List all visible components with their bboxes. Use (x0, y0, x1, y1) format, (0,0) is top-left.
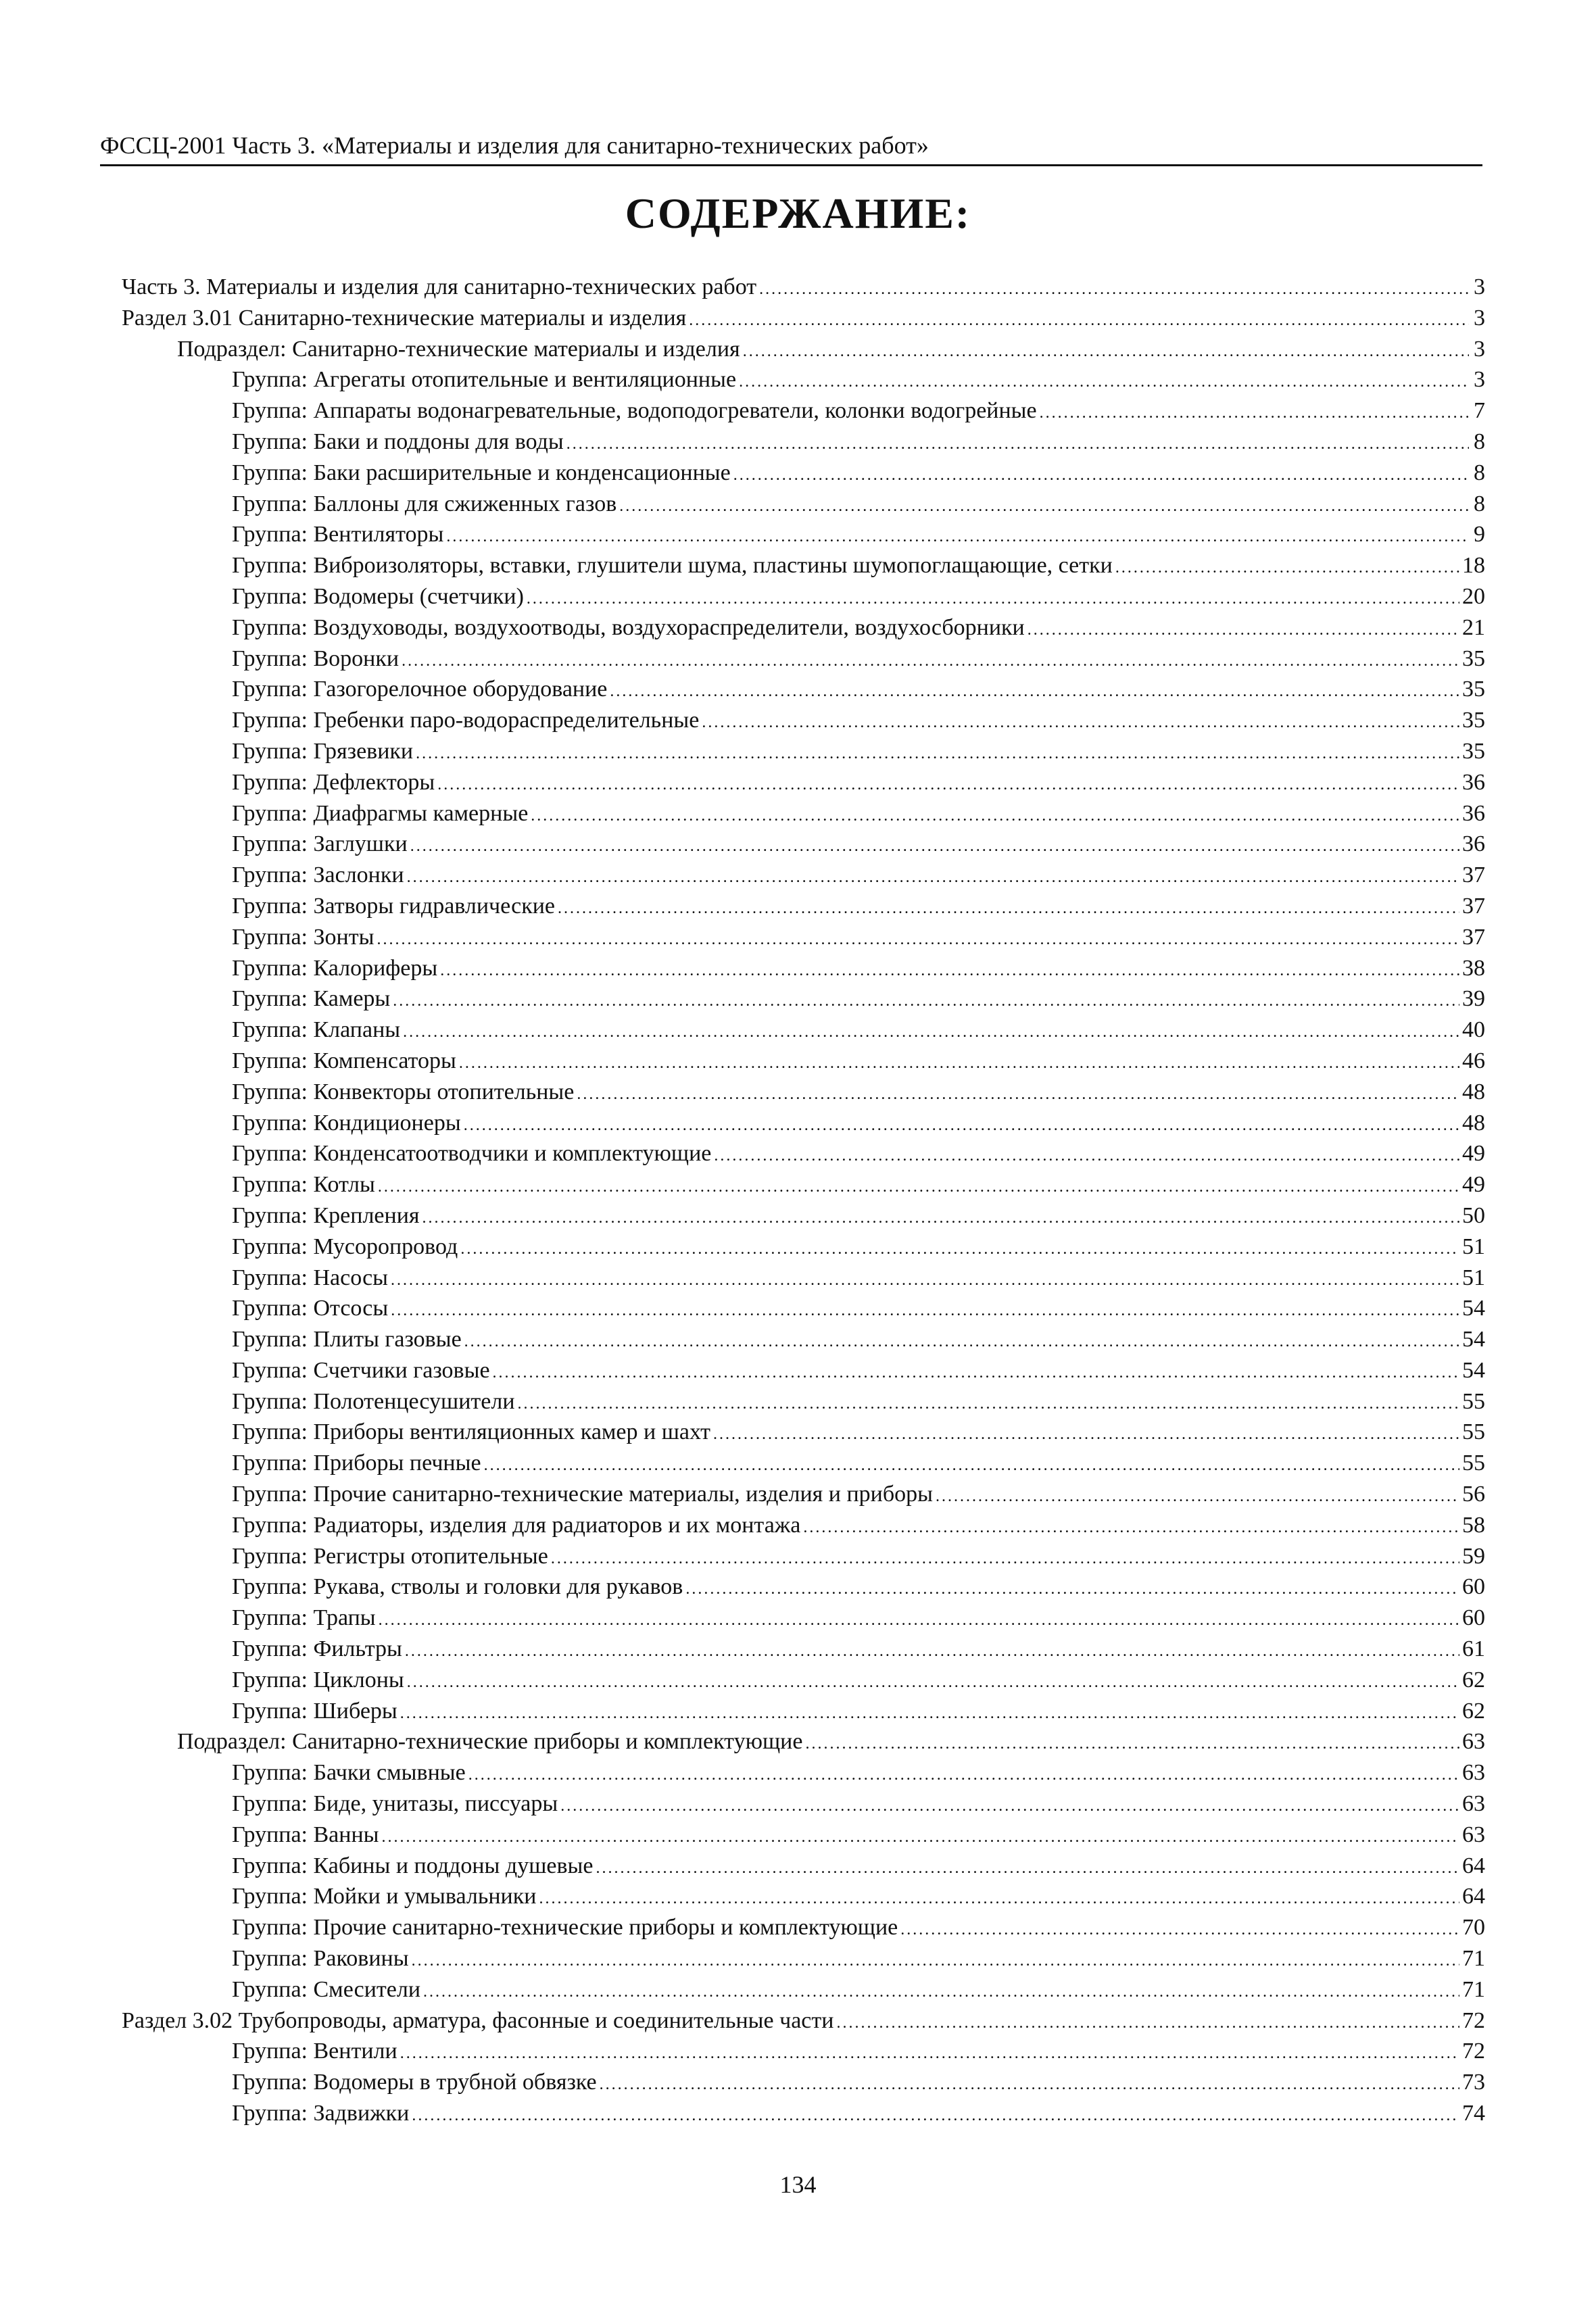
toc-dot-leader (558, 894, 1459, 925)
toc-dot-leader (405, 1636, 1459, 1667)
toc-entry-page: 49 (1462, 1172, 1485, 1198)
toc-dot-leader (596, 1853, 1459, 1884)
toc-entry-page: 48 (1462, 1079, 1485, 1104)
toc-dot-leader (440, 956, 1459, 987)
toc-entry (0, 1417, 1485, 1448)
toc-entry-label: Группа: Биде, унитазы, писсуары (232, 1791, 558, 1817)
toc-entry-page: 54 (1462, 1296, 1485, 1321)
toc-entry (0, 272, 1485, 303)
toc-dot-leader (391, 1296, 1459, 1327)
toc-entry-page: 63 (1462, 1822, 1485, 1847)
toc-entry-label: Группа: Затворы гидравлические (232, 893, 555, 919)
toc-entry-label: Группа: Крепления (232, 1202, 420, 1228)
toc-entry-label: Группа: Мусоропровод (232, 1234, 458, 1259)
toc-entry (0, 1293, 1485, 1324)
toc-entry-label: Группа: Компенсаторы (232, 1048, 456, 1073)
toc-dot-leader (382, 1822, 1460, 1853)
toc-entry-page: 8 (1474, 491, 1485, 516)
toc-entry-page: 3 (1474, 336, 1485, 362)
toc-entry-page: 71 (1462, 1946, 1485, 1972)
toc-dot-leader (403, 1017, 1459, 1048)
toc-entry-label: Группа: Раковины (232, 1946, 409, 1972)
toc-dot-leader (1040, 398, 1469, 429)
toc-entry-label: Группа: Рукава, стволы и головки для рукавов (232, 1574, 683, 1600)
toc-entry (0, 550, 1485, 581)
toc-dot-leader (379, 1605, 1459, 1636)
toc-entry-page: 37 (1462, 924, 1485, 950)
toc-entry-page: 59 (1462, 1543, 1485, 1569)
toc-entry-page: 54 (1462, 1357, 1485, 1383)
toc-dot-leader (600, 2070, 1459, 2101)
toc-dot-leader (713, 1419, 1459, 1451)
toc-entry (0, 489, 1485, 520)
toc-dot-leader (610, 677, 1459, 708)
toc-entry (0, 1263, 1485, 1294)
toc-entry-label: Группа: Плиты газовые (232, 1327, 462, 1353)
toc-entry-page: 48 (1462, 1110, 1485, 1136)
toc-entry (0, 581, 1485, 612)
toc-entry (0, 303, 1485, 334)
toc-dot-leader (702, 708, 1459, 739)
toc-entry-page: 3 (1474, 274, 1485, 299)
toc-entry-label: Группа: Смесители (232, 1976, 421, 2002)
toc-entry (0, 1788, 1485, 1820)
toc-dot-leader (407, 862, 1459, 894)
toc-dot-leader (518, 1389, 1459, 1420)
toc-entry-label: Группа: Прочие санитарно-технические материалы, изделия и приборы (232, 1482, 934, 1507)
toc-entry (0, 1077, 1485, 1108)
toc-entry (0, 1479, 1485, 1510)
toc-entry (0, 427, 1485, 458)
toc-entry-label: Группа: Приборы печные (232, 1451, 481, 1476)
toc-entry-label: Группа: Приборы вентиляционных камер и шахт (232, 1419, 710, 1445)
toc-entry (0, 736, 1485, 767)
toc-dot-leader (805, 1729, 1459, 1760)
toc-entry (0, 1571, 1485, 1603)
page-number: 134 (779, 2171, 817, 2198)
toc-entry (0, 767, 1485, 798)
toc-entry-label: Группа: Счетчики газовые (232, 1357, 490, 1383)
toc-entry-page: 39 (1462, 986, 1485, 1012)
toc-entry-label: Группа: Регистры отопительные (232, 1543, 548, 1569)
toc-entry-page: 55 (1462, 1388, 1485, 1414)
toc-entry-label: Подраздел: Санитарно-технические приборы и комплектующие (177, 1729, 803, 1755)
toc-entry-label: Группа: Баллоны для сжиженных газов (232, 491, 617, 516)
toc-dot-leader (402, 646, 1459, 677)
toc-entry-page: 36 (1462, 769, 1485, 795)
toc-entry (0, 1943, 1485, 1974)
toc-entry (0, 364, 1485, 395)
toc-dot-leader (412, 1946, 1459, 1977)
toc-dot-leader (464, 1111, 1459, 1142)
toc-entry-label: Группа: Кабины и поддоны душевые (232, 1853, 594, 1878)
toc-entry (0, 1232, 1485, 1263)
toc-entry (0, 1448, 1485, 1479)
toc-entry-label: Группа: Баки и поддоны для воды (232, 429, 564, 454)
toc-entry-label: Группа: Полотенцесушители (232, 1388, 515, 1414)
toc-entry-label: Группа: Водомеры в трубной обвязке (232, 2070, 597, 2095)
toc-entry-label: Группа: Заслонки (232, 862, 404, 888)
toc-entry-page: 9 (1474, 522, 1485, 547)
toc-entry (0, 1355, 1485, 1386)
toc-entry (0, 1324, 1485, 1355)
toc-entry (0, 1726, 1485, 1757)
toc-dot-leader (378, 1172, 1459, 1203)
toc-entry (0, 1696, 1485, 1727)
toc-entry-label: Группа: Грязевики (232, 738, 414, 764)
toc-entry (0, 983, 1485, 1015)
toc-entry-label: Группа: Кондиционеры (232, 1110, 461, 1136)
toc-entry-label: Группа: Камеры (232, 986, 391, 1012)
toc-dot-leader (836, 2008, 1459, 2039)
toc-dot-leader (577, 1079, 1459, 1111)
toc-entry (0, 1603, 1485, 1634)
toc-dot-leader (759, 274, 1469, 306)
toc-entry (0, 1881, 1485, 1912)
toc-entry-page: 62 (1462, 1698, 1485, 1724)
toc-entry-page: 55 (1462, 1419, 1485, 1445)
toc-entry-label: Группа: Радиаторы, изделия для радиаторов и их монтажа (232, 1512, 801, 1538)
toc-entry-label: Группа: Вентили (232, 2039, 397, 2064)
toc-entry-page: 61 (1462, 1636, 1485, 1662)
toc-entry-page: 37 (1462, 862, 1485, 888)
toc-entry-page: 72 (1462, 2007, 1485, 2033)
toc-entry-label: Раздел 3.02 Трубопроводы, арматура, фасонные и соединительные части (122, 2007, 834, 2033)
toc-entry (0, 1851, 1485, 1882)
toc-entry-page: 40 (1462, 1017, 1485, 1043)
toc-dot-leader (400, 1699, 1459, 1730)
toc-entry-label: Раздел 3.01 Санитарно-технические материалы и изделия (122, 305, 687, 331)
toc-entry-label: Группа: Водомеры (счетчики) (232, 583, 524, 609)
toc-entry (0, 1665, 1485, 1696)
toc-entry-label: Группа: Трапы (232, 1605, 376, 1631)
toc-entry-label: Группа: Заглушки (232, 831, 408, 857)
toc-entry (0, 705, 1485, 736)
toc-dot-leader (446, 522, 1469, 553)
toc-entry (0, 798, 1485, 829)
toc-entry-page: 8 (1474, 429, 1485, 454)
toc-entry (0, 1634, 1485, 1665)
toc-entry-label: Часть 3. Материалы и изделия для санитарно-технических работ (122, 274, 757, 299)
toc-entry-page: 64 (1462, 1853, 1485, 1878)
toc-entry (0, 1757, 1485, 1788)
toc-dot-leader (733, 460, 1469, 491)
toc-entry (0, 1820, 1485, 1851)
toc-entry-page: 58 (1462, 1512, 1485, 1538)
toc-dot-leader (391, 1265, 1459, 1296)
toc-dot-leader (437, 770, 1459, 801)
toc-dot-leader (531, 801, 1459, 832)
toc-entry-label: Группа: Аппараты водонагревательные, водоподогреватели, колонки водогрейные (232, 398, 1037, 424)
toc-entry-label: Группа: Ванны (232, 1822, 379, 1847)
toc-entry-label: Группа: Зонты (232, 924, 374, 950)
toc-entry-page: 35 (1462, 645, 1485, 671)
toc-dot-leader (459, 1048, 1459, 1079)
toc-entry-page: 63 (1462, 1729, 1485, 1755)
toc-entry-label: Группа: Циклоны (232, 1667, 404, 1692)
toc-entry-page: 72 (1462, 2039, 1485, 2064)
toc-dot-leader (566, 429, 1469, 460)
toc-entry-page: 35 (1462, 738, 1485, 764)
toc-dot-leader (468, 1760, 1459, 1791)
toc-dot-leader (685, 1574, 1459, 1605)
toc-entry-page: 74 (1462, 2101, 1485, 2126)
toc-entry-label: Группа: Баки расширительные и конденсационные (232, 460, 731, 485)
table-of-contents (0, 272, 1596, 2129)
toc-entry-page: 3 (1474, 367, 1485, 393)
toc-entry-page: 20 (1462, 583, 1485, 609)
toc-entry (0, 2067, 1485, 2098)
toc-entry-page: 51 (1462, 1265, 1485, 1290)
toc-entry-page: 38 (1462, 955, 1485, 981)
toc-dot-leader (527, 584, 1459, 615)
toc-entry-page: 70 (1462, 1915, 1485, 1941)
toc-entry-page: 8 (1474, 460, 1485, 485)
toc-dot-leader (900, 1915, 1459, 1946)
toc-entry (0, 674, 1485, 705)
toc-entry-page: 36 (1462, 800, 1485, 826)
toc-entry (0, 2036, 1485, 2067)
toc-entry (0, 2005, 1485, 2037)
toc-entry-page: 63 (1462, 1760, 1485, 1786)
toc-entry-label: Группа: Котлы (232, 1172, 375, 1198)
toc-entry-page: 50 (1462, 1202, 1485, 1228)
toc-entry-page: 62 (1462, 1667, 1485, 1692)
toc-entry (0, 1108, 1485, 1139)
toc-entry (0, 953, 1485, 984)
toc-entry (0, 2098, 1485, 2129)
toc-entry-page: 73 (1462, 2070, 1485, 2095)
toc-dot-leader (410, 831, 1459, 862)
toc-dot-leader (539, 1884, 1459, 1915)
toc-entry-label: Группа: Задвижки (232, 2101, 410, 2126)
toc-entry (0, 1912, 1485, 1943)
toc-dot-leader (423, 1977, 1459, 2008)
toc-entry-label: Подраздел: Санитарно-технические материалы и изделия (177, 336, 740, 362)
toc-dot-leader (460, 1234, 1459, 1265)
page-title: СОДЕРЖАНИЕ: (625, 189, 971, 237)
toc-dot-leader (412, 2101, 1459, 2132)
toc-entry (0, 1974, 1485, 2005)
toc-entry-label: Группа: Фильтры (232, 1636, 402, 1662)
toc-dot-leader (464, 1327, 1459, 1358)
toc-dot-leader (551, 1544, 1459, 1575)
toc-dot-leader (560, 1791, 1459, 1822)
toc-entry (0, 1138, 1485, 1169)
toc-dot-leader (739, 367, 1469, 398)
toc-dot-leader (936, 1482, 1459, 1513)
toc-entry (0, 1015, 1485, 1046)
toc-entry-label: Группа: Виброизоляторы, вставки, глушители шума, пластины шумопоглащающие, сетки (232, 553, 1113, 579)
toc-entry-label: Группа: Агрегаты отопительные и вентиляционные (232, 367, 737, 393)
toc-dot-leader (493, 1358, 1459, 1389)
toc-entry (0, 1386, 1485, 1417)
toc-entry (0, 1541, 1485, 1572)
toc-entry (0, 922, 1485, 953)
toc-entry-label: Группа: Конденсатоотводчики и комплектующие (232, 1141, 712, 1167)
toc-entry-label: Группа: Прочие санитарно-технические приборы и комплектующие (232, 1915, 898, 1941)
toc-dot-leader (803, 1513, 1459, 1544)
toc-dot-leader (619, 491, 1469, 522)
toc-dot-leader (743, 337, 1469, 368)
toc-entry-page: 60 (1462, 1605, 1485, 1631)
header-rule (100, 164, 1482, 166)
toc-dot-leader (689, 306, 1469, 337)
toc-entry-label: Группа: Гребенки паро-водораспределительные (232, 708, 700, 733)
toc-dot-leader (407, 1667, 1459, 1699)
running-header: ФССЦ-2001 Часть 3. «Материалы и изделия для санитарно-технических работ» (100, 132, 929, 159)
toc-entry-label: Группа: Газогорелочное оборудование (232, 677, 608, 702)
toc-entry-page: 35 (1462, 708, 1485, 733)
toc-entry-page: 56 (1462, 1482, 1485, 1507)
toc-entry-page: 46 (1462, 1048, 1485, 1073)
toc-entry-label: Группа: Диафрагмы камерные (232, 800, 529, 826)
toc-entry-page: 7 (1474, 398, 1485, 424)
toc-entry-label: Группа: Мойки и умывальники (232, 1884, 537, 1909)
toc-entry (0, 643, 1485, 675)
toc-entry-page: 3 (1474, 305, 1485, 331)
toc-dot-leader (422, 1203, 1459, 1234)
toc-entry-page: 64 (1462, 1884, 1485, 1909)
toc-entry (0, 1200, 1485, 1232)
toc-entry (0, 1169, 1485, 1200)
toc-entry-page: 37 (1462, 893, 1485, 919)
toc-dot-leader (416, 739, 1459, 770)
toc-dot-leader (714, 1141, 1459, 1172)
toc-entry-label: Группа: Насосы (232, 1265, 389, 1290)
toc-entry-label: Группа: Калориферы (232, 955, 438, 981)
toc-entry-page: 35 (1462, 677, 1485, 702)
toc-dot-leader (393, 986, 1459, 1017)
toc-dot-leader (377, 925, 1459, 956)
toc-dot-leader (1115, 553, 1459, 584)
toc-entry-page: 55 (1462, 1451, 1485, 1476)
toc-entry-label: Группа: Воздуховоды, воздухоотводы, воздухораспределители, воздухосборники (232, 614, 1025, 640)
toc-entry-page: 51 (1462, 1234, 1485, 1259)
toc-entry (0, 519, 1485, 550)
toc-entry (0, 1046, 1485, 1077)
toc-entry (0, 612, 1485, 643)
toc-entry-label: Группа: Вентиляторы (232, 522, 444, 547)
toc-dot-leader (400, 2039, 1459, 2070)
toc-entry (0, 829, 1485, 860)
toc-entry (0, 860, 1485, 891)
toc-entry-page: 54 (1462, 1327, 1485, 1353)
toc-dot-leader (1027, 615, 1459, 646)
toc-entry (0, 891, 1485, 922)
toc-entry (0, 395, 1485, 427)
toc-entry-label: Группа: Клапаны (232, 1017, 401, 1043)
toc-entry-label: Группа: Конвекторы отопительные (232, 1079, 575, 1104)
toc-entry-page: 49 (1462, 1141, 1485, 1167)
toc-entry-page: 21 (1462, 614, 1485, 640)
toc-entry-label: Группа: Воронки (232, 645, 400, 671)
toc-entry-page: 63 (1462, 1791, 1485, 1817)
toc-entry-label: Группа: Шиберы (232, 1698, 397, 1724)
toc-entry-label: Группа: Отсосы (232, 1296, 389, 1321)
toc-entry-page: 71 (1462, 1976, 1485, 2002)
toc-entry (0, 334, 1485, 365)
toc-entry-page: 36 (1462, 831, 1485, 857)
toc-entry (0, 458, 1485, 489)
toc-entry-label: Группа: Дефлекторы (232, 769, 435, 795)
toc-entry-label: Группа: Бачки смывные (232, 1760, 466, 1786)
toc-dot-leader (484, 1451, 1459, 1482)
toc-entry-page: 18 (1462, 553, 1485, 579)
toc-entry-page: 60 (1462, 1574, 1485, 1600)
toc-entry (0, 1510, 1485, 1541)
